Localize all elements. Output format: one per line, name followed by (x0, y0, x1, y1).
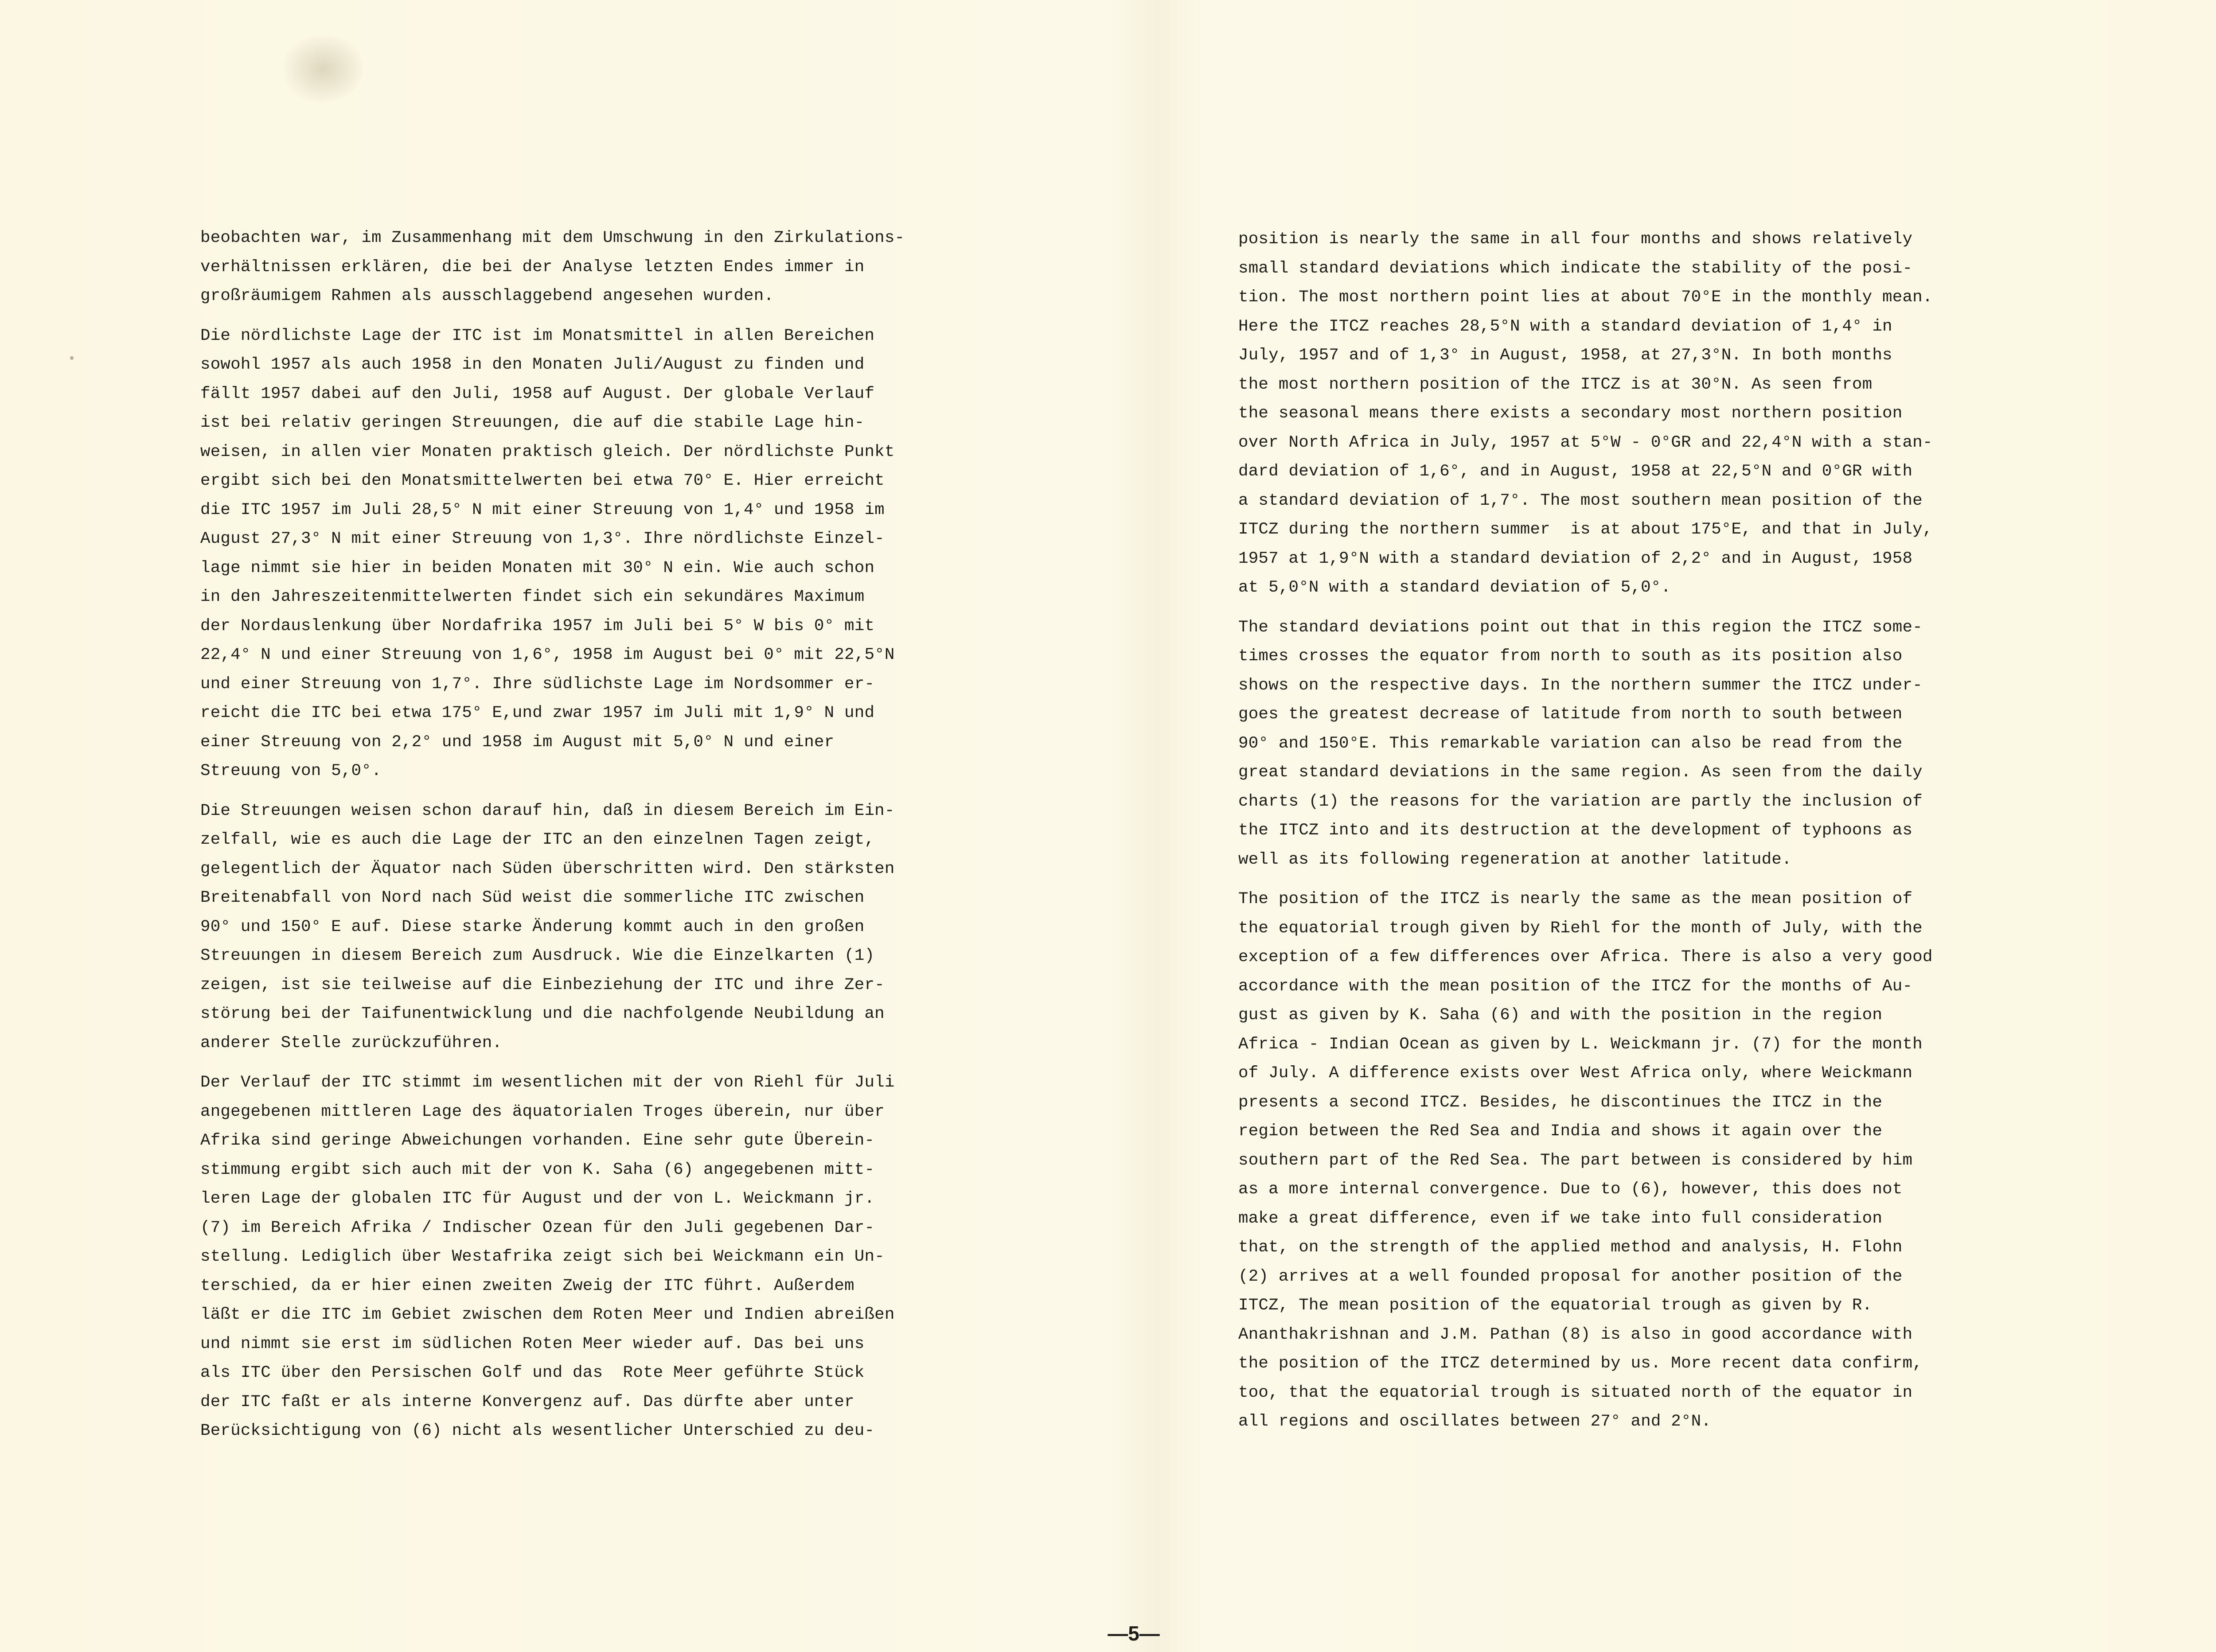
text-line: in den Jahreszeitenmittelwerten findet sich ein sekundäres Maximum (200, 588, 865, 606)
text-line: und nimmt sie erst im südlichen Roten Meer wieder auf. Das bei uns (200, 1334, 865, 1353)
text-line: that, on the strength of the applied method and analysis, H. Flohn (1238, 1238, 1903, 1257)
text-line: The standard deviations point out that in this region the ITCZ some- (1238, 618, 1923, 637)
text-line: of July. A difference exists over West Africa only, where Weickmann (1238, 1064, 1913, 1083)
text-line: Breitenabfall von Nord nach Süd weist die sommerliche ITC zwischen (200, 888, 865, 907)
text-line: Die nördlichste Lage der ITC ist im Monatsmittel in allen Bereichen (200, 326, 875, 345)
text-line: Africa - Indian Ocean as given by L. Weickmann jr. (7) for the month (1238, 1035, 1923, 1054)
text-line: lage nimmt sie hier in beiden Monaten mit 30° N ein. Wie auch schon (200, 558, 875, 577)
text-line: charts (1) the reasons for the variation are partly the inclusion of (1238, 792, 1923, 811)
text-line: southern part of the Red Sea. The part between is considered by him (1238, 1151, 1913, 1170)
paragraph (1238, 225, 2072, 603)
text-line: shows on the respective days. In the northern summer the ITCZ under- (1238, 676, 1923, 695)
text-line: stellung. Lediglich über Westafrika zeigt sich bei Weickmann ein Un- (200, 1247, 885, 1266)
text-line: accordance with the mean position of the ITCZ for the months of Au- (1238, 977, 1913, 996)
text-line: 90° and 150°E. This remarkable variation can also be read from the (1238, 734, 1903, 753)
text-line: verhältnissen erklären, die bei der Analyse letzten Endes immer in (200, 257, 865, 277)
text-line: gust as given by K. Saha (6) and with the position in the region (1238, 1006, 1883, 1025)
paper-speck (70, 356, 74, 360)
text-line: all regions and oscillates between 27° and 2°N. (1238, 1412, 1712, 1431)
text-line: als ITC über den Persischen Golf und das Rote Meer geführte Stück (200, 1364, 865, 1382)
text-line: the ITCZ into and its destruction at the development of typhoons as (1238, 821, 1913, 840)
paragraph (1238, 613, 2072, 875)
text-line: sowohl 1957 als auch 1958 in den Monaten Juli/August zu finden und (200, 355, 865, 374)
text-line: a standard deviation of 1,7°. The most southern mean position of the (1238, 491, 1923, 510)
text-line: stimmung ergibt sich auch mit der von K. Saha (6) angegebenen mitt- (200, 1160, 875, 1179)
text-line: The position of the ITCZ is nearly the same as the mean position of (1238, 890, 1913, 908)
text-line: presents a second ITCZ. Besides, he discontinues the ITCZ in the (1238, 1093, 1883, 1112)
text-line: der ITC faßt er als interne Konvergenz auf. Das dürfte aber unter (200, 1392, 854, 1411)
text-line: reicht die ITC bei etwa 175° E,und zwar 1957 im Juli mit 1,9° N und (200, 704, 875, 722)
text-line: (7) im Bereich Afrika / Indischer Ozean für den Juli gegebenen Dar- (200, 1218, 875, 1237)
english-text-column (1238, 225, 2072, 1447)
text-line: störung bei der Taifunentwicklung und die nachfolgende Neubildung an (200, 1005, 885, 1023)
text-line: anderer Stelle zurückzuführen. (200, 1033, 503, 1052)
text-line: ITCZ during the northern summer is at about 175°E, and that in July, (1238, 520, 1933, 539)
text-line: 1957 at 1,9°N with a standard deviation of 2,2° and in August, 1958 (1238, 549, 1913, 568)
text-line: läßt er die ITC im Gebiet zwischen dem Roten Meer und Indien abreißen (200, 1305, 895, 1324)
text-line: make a great difference, even if we take into full consideration (1238, 1209, 1883, 1228)
text-line: einer Streuung von 2,2° und 1958 im August mit 5,0° N und einer (200, 732, 835, 752)
text-line: zelfall, wie es auch die Lage der ITC an den einzelnen Tagen zeigt, (200, 830, 875, 849)
text-line: angegebenen mittleren Lage des äquatorialen Troges überein, nur über (200, 1102, 885, 1121)
text-line: too, that the equatorial trough is situated north of the equator in (1238, 1383, 1913, 1402)
paragraph (200, 224, 1045, 311)
text-line: 22,4° N und einer Streuung von 1,6°, 1958 im August bei 0° mit 22,5°N (200, 646, 895, 664)
german-text-column (200, 224, 1045, 1457)
text-line: position is nearly the same in all four months and shows relatively (1238, 230, 1913, 249)
text-line: Here the ITCZ reaches 28,5°N with a standard deviation of 1,4° in (1238, 317, 1892, 336)
text-line: August 27,3° N mit einer Streuung von 1,3°. Ihre nördlichste Einzel- (200, 530, 885, 548)
page-number: —5— (1108, 1622, 1160, 1645)
text-line: at 5,0°N with a standard deviation of 5,0°. (1238, 578, 1671, 597)
text-line: ITCZ, The mean position of the equatorial trough as given by R. (1238, 1296, 1873, 1315)
text-line: weisen, in allen vier Monaten praktisch gleich. Der nördlichste Punkt (200, 442, 895, 461)
text-line: ergibt sich bei den Monatsmittelwerten bei etwa 70° E. Hier erreicht (200, 471, 885, 490)
text-line: terschied, da er hier einen zweiten Zweig der ITC führt. Außerdem (200, 1276, 854, 1295)
text-line: times crosses the equator from north to south as its position also (1238, 647, 1903, 666)
text-line: Berücksichtigung von (6) nicht als wesentlicher Unterschied zu deu- (200, 1422, 875, 1440)
text-line: 90° und 150° E auf. Diese starke Änderung kommt auch in den großen (200, 917, 865, 936)
text-line: großräumigem Rahmen als ausschlaggebend angesehen wurden. (200, 287, 774, 305)
text-line: fällt 1957 dabei auf den Juli, 1958 auf August. Der globale Verlauf (200, 384, 875, 403)
text-line: July, 1957 and of 1,3° in August, 1958, at 27,3°N. In both months (1238, 346, 1892, 365)
text-line: as a more internal convergence. Due to (6), however, this does not (1238, 1180, 1903, 1199)
text-line: die ITC 1957 im Juli 28,5° N mit einer Streuung von 1,4° und 1958 im (200, 500, 885, 519)
text-line: small standard deviations which indicate the stability of the posi- (1238, 259, 1913, 278)
text-line: goes the greatest decrease of latitude from north to south between (1238, 705, 1903, 724)
text-line: dard deviation of 1,6°, and in August, 1958 at 22,5°N and 0°GR with (1238, 462, 1913, 481)
text-line: Afrika sind geringe Abweichungen vorhanden. Eine sehr gute Überein- (200, 1131, 875, 1150)
text-line: the equatorial trough given by Riehl for the month of July, with the (1238, 919, 1923, 938)
text-line: great standard deviations in the same region. As seen from the daily (1238, 763, 1923, 782)
text-line: Die Streuungen weisen schon darauf hin, daß in diesem Bereich im Ein- (200, 801, 895, 820)
text-line: tion. The most northern point lies at about 70°E in the monthly mean. (1238, 288, 1933, 307)
text-line: over North Africa in July, 1957 at 5°W - 0°GR and 22,4°N with a stan- (1238, 433, 1933, 452)
text-line: zeigen, ist sie teilweise auf die Einbeziehung der ITC und ihre Zer- (200, 975, 885, 994)
paragraph (200, 1068, 1045, 1446)
text-line: the position of the ITCZ determined by us. More recent data confirm, (1238, 1354, 1923, 1373)
text-line: (2) arrives at a well founded proposal for another position of the (1238, 1267, 1903, 1286)
text-line: beobachten war, im Zusammenhang mit dem Umschwung in den Zirkulations- (200, 229, 905, 247)
text-line: der Nordauslenkung über Nordafrika 1957 im Juli bei 5° W bis 0° mit (200, 616, 875, 635)
paragraph (1238, 885, 2072, 1437)
text-line: the seasonal means there exists a secondary most northern position (1238, 404, 1903, 423)
text-line: Ananthakrishnan and J.M. Pathan (8) is also in good accordance with (1238, 1325, 1913, 1344)
text-line: exception of a few differences over Africa. There is also a very good (1238, 948, 1933, 966)
text-line: leren Lage der globalen ITC für August und der von L. Weickmann jr. (200, 1189, 875, 1208)
paper-stain (284, 35, 363, 102)
text-line: Der Verlauf der ITC stimmt im wesentlichen mit der von Riehl für Juli (200, 1073, 895, 1092)
text-line: Streuung von 5,0°. (200, 762, 382, 780)
text-line: region between the Red Sea and India and shows it again over the (1238, 1122, 1883, 1141)
paragraph (200, 322, 1045, 786)
paragraph (200, 797, 1045, 1058)
text-line: well as its following regeneration at another latitude. (1238, 850, 1792, 869)
text-line: und einer Streuung von 1,7°. Ihre südlichste Lage im Nordsommer er- (200, 674, 875, 694)
text-line: Streuungen in diesem Bereich zum Ausdruck. Wie die Einzelkarten (1) (200, 947, 875, 965)
text-line: the most northern position of the ITCZ is at 30°N. As seen from (1238, 375, 1873, 394)
text-line: gelegentlich der Äquator nach Süden überschritten wird. Den stärksten (200, 859, 895, 878)
text-line: ist bei relativ geringen Streuungen, die auf die stabile Lage hin- (200, 413, 865, 432)
